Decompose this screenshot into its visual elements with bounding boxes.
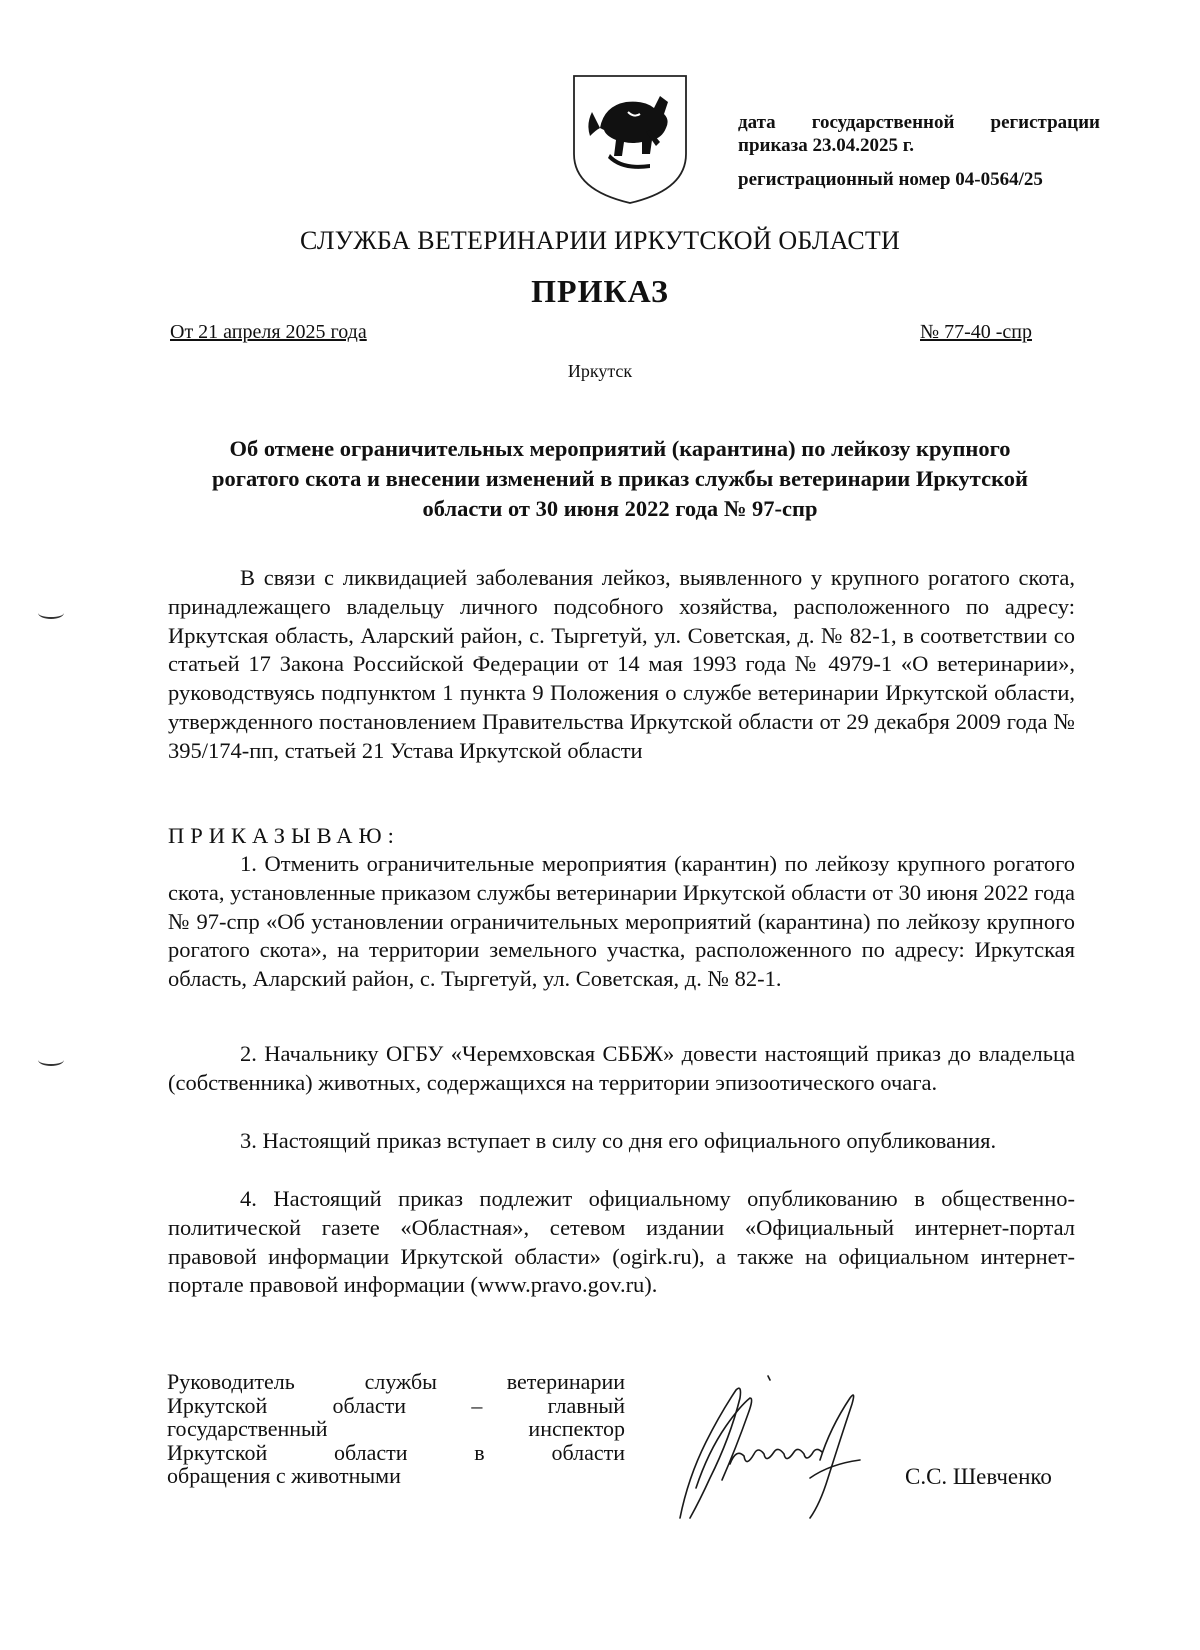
intro-paragraph [168, 564, 1075, 766]
order-date: От 21 апреля 2025 года [170, 321, 367, 343]
signer-position-line: государственный инспектор [167, 1416, 625, 1441]
signer-position-line: обращения с животными [167, 1463, 401, 1488]
order-item-4 [168, 1185, 1075, 1300]
coat-of-arms-icon [570, 72, 690, 207]
binding-mark [38, 1054, 64, 1066]
registration-date-value: приказа 23.04.2025 г. [738, 135, 914, 156]
order-item-text: 1. Отменить ограничительные мероприятия (карантин) по лейкозу крупного рогатого скота, установленные приказом службы ветеринарии Иркутской области от 30 июня 2022 года № 97-спр «Об установлении ограничительных мероприятий (карантина) по лейкозу крупного рогатого скота», на территории земельного участка, расположенного по адресу: Иркутская область, Аларский район, с. Тыргетуй, ул. Советская, д. № 82-1. [168, 851, 1075, 992]
binding-mark [38, 607, 64, 619]
registration-date-label: дата государственной регистрации [738, 112, 1100, 133]
order-item-text: 4. Настоящий приказ подлежит официальному опубликованию в общественно-политической газете «Областная», сетевом издании «Официальный интернет-портал правовой информации Иркутской области» (ogirk.ru), а также на официальном интернет-портале правовой информации (www.pravo.gov.ru). [168, 1186, 1075, 1298]
signer-name: С.С. Шевченко [905, 1464, 1052, 1489]
registration-number: регистрационный номер 04-0564/25 [738, 169, 1043, 190]
signer-position-line: Иркутской области в области [167, 1439, 625, 1465]
order-item-2 [168, 1040, 1075, 1098]
signer-position [167, 1370, 625, 1488]
order-item-text: 2. Начальнику ОГБУ «Черемховская СББЖ» довести настоящий приказ до владельца (собственника) животных, содержащихся на территории эпизоотического очага. [168, 1041, 1075, 1095]
signer-position-line: Руководитель службы ветеринарии [167, 1369, 625, 1394]
order-word: ПРИКАЗЫВАЮ: [168, 823, 400, 848]
intro-text: В связи с ликвидацией заболевания лейкоз, выявленного у крупного рогатого скота, принадлежащего владельцу личного подсобного хозяйства, расположенного по адресу: Иркутская область, Аларский район, с. Тыргетуй, ул. Советская, д. № 82-1, в соответствии со статьей 17 Закона Российской Федерации от 14 мая 1993 года № 4979-1 «О ветеринарии», руководствуясь подпунктом 1 пункта 9 Положения о службе ветеринарии Иркутской области, утвержденного постановлением Правительства Иркутской области от 29 декабря 2009 года № 395/174-пп, статьей 21 Устава Иркутской области [168, 565, 1075, 763]
order-title: Об отмене ограничительных мероприятий (карантина) по лейкозу крупного рогатого скота и внесении изменений в приказ службы ветеринарии Иркутской области от 30 июня 2022 года № 97-спр [211, 436, 1028, 521]
order-item-text: 3. Настоящий приказ вступает в силу со дня его официального опубликования. [240, 1128, 997, 1153]
order-item-3 [168, 1127, 1075, 1156]
order-number: № 77-40 -спр [920, 321, 1032, 343]
order-item-1 [168, 850, 1075, 994]
signer-position-line: Иркутской области – главный [167, 1392, 625, 1418]
handwritten-signature [660, 1368, 920, 1538]
agency-name: СЛУЖБА ВЕТЕРИНАРИИ ИРКУТСКОЙ ОБЛАСТИ [300, 226, 900, 255]
issue-city: Иркутск [567, 361, 633, 381]
document-type: ПРИКАЗ [531, 273, 669, 309]
